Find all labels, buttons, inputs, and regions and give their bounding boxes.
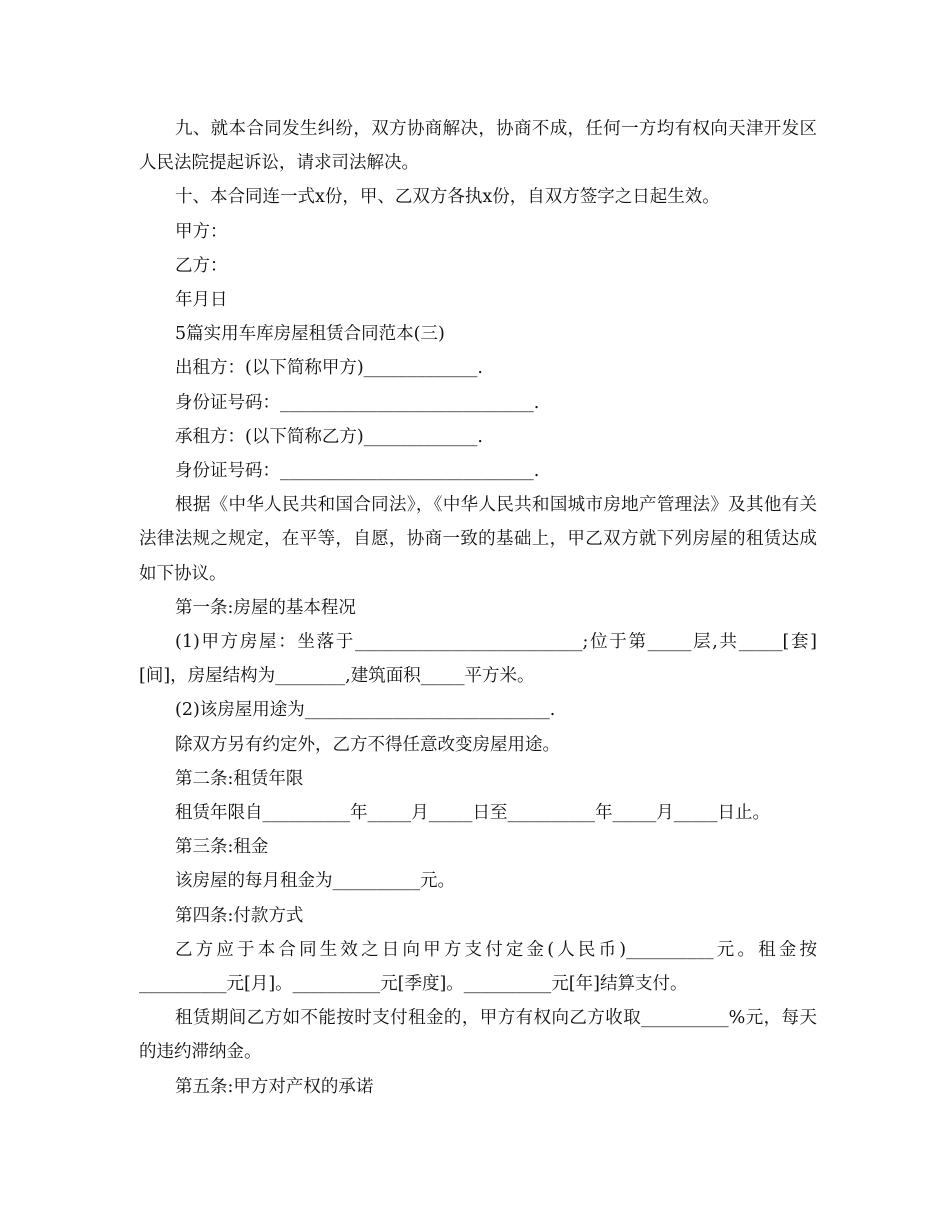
article-3-heading: 第三条:租金 [175,837,269,858]
section-heading: 5篇实用车库房屋租赁合同范本(三) [175,324,445,345]
article-1-item-2: (2)该房屋用途为____________________________. [175,700,556,721]
article-3-rent: 该房屋的每月租金为__________元。 [175,871,455,892]
document-body [139,112,817,1104]
signature-party-b: 乙方： [175,255,228,276]
article-1-note: 除双方另有约定外，乙方不得任意改变房屋用途。 [175,734,560,755]
article-4-heading: 第四条:付款方式 [175,905,304,926]
article-5-heading: 第五条:甲方对产权的承诺 [175,1076,374,1097]
article-1-item-1: (1)甲方房屋：坐落于__________________________;位于第_____层,共_____[套][间]，房屋结构为________,建筑面积_____平方米。 [139,632,817,687]
lessee-id-line: 身份证号码：_____________________________. [175,461,540,482]
paragraph-legal-basis: 根据《中华人民共和国合同法》，《中华人民共和国城市房地产管理法》及其他有关法律法规之规定，在平等，自愿，协商一致的基础上，甲乙双方就下列房屋的租赁达成如下协议。 [139,495,817,584]
article-4-payment: 乙方应于本合同生效之日向甲方支付定金(人民币)__________元。租金按__________元[月]。__________元[季度]。__________元[年]结算支付。 [139,939,817,995]
paragraph-copies: 十、本合同连一式x份，甲、乙双方各执x份，自双方签字之日起生效。 [175,187,720,208]
article-4-late-fee: 租赁期间乙方如不能按时支付租金的，甲方有权向乙方收取__________%元，每天的违约滞纳金。 [139,1008,817,1063]
lessee-line: 承租方：(以下简称乙方)_____________. [175,426,483,447]
paragraph-dispute-resolution: 九、就本合同发生纠纷，双方协商解决，协商不成，任何一方均有权向天津开发区人民法院提起诉讼，请求司法解决。 [139,119,817,174]
article-2-term: 租赁年限自__________年_____月_____日至__________年_____月_____日止。 [175,803,770,824]
lessor-line: 出租方：(以下简称甲方)_____________. [175,358,483,379]
signature-date: 年月日 [175,290,228,311]
article-2-heading: 第二条:租赁年限 [175,768,304,789]
article-1-heading: 第一条:房屋的基本程况 [175,597,356,618]
signature-party-a: 甲方： [175,221,228,242]
lessor-id-line: 身份证号码：_____________________________. [175,392,540,413]
